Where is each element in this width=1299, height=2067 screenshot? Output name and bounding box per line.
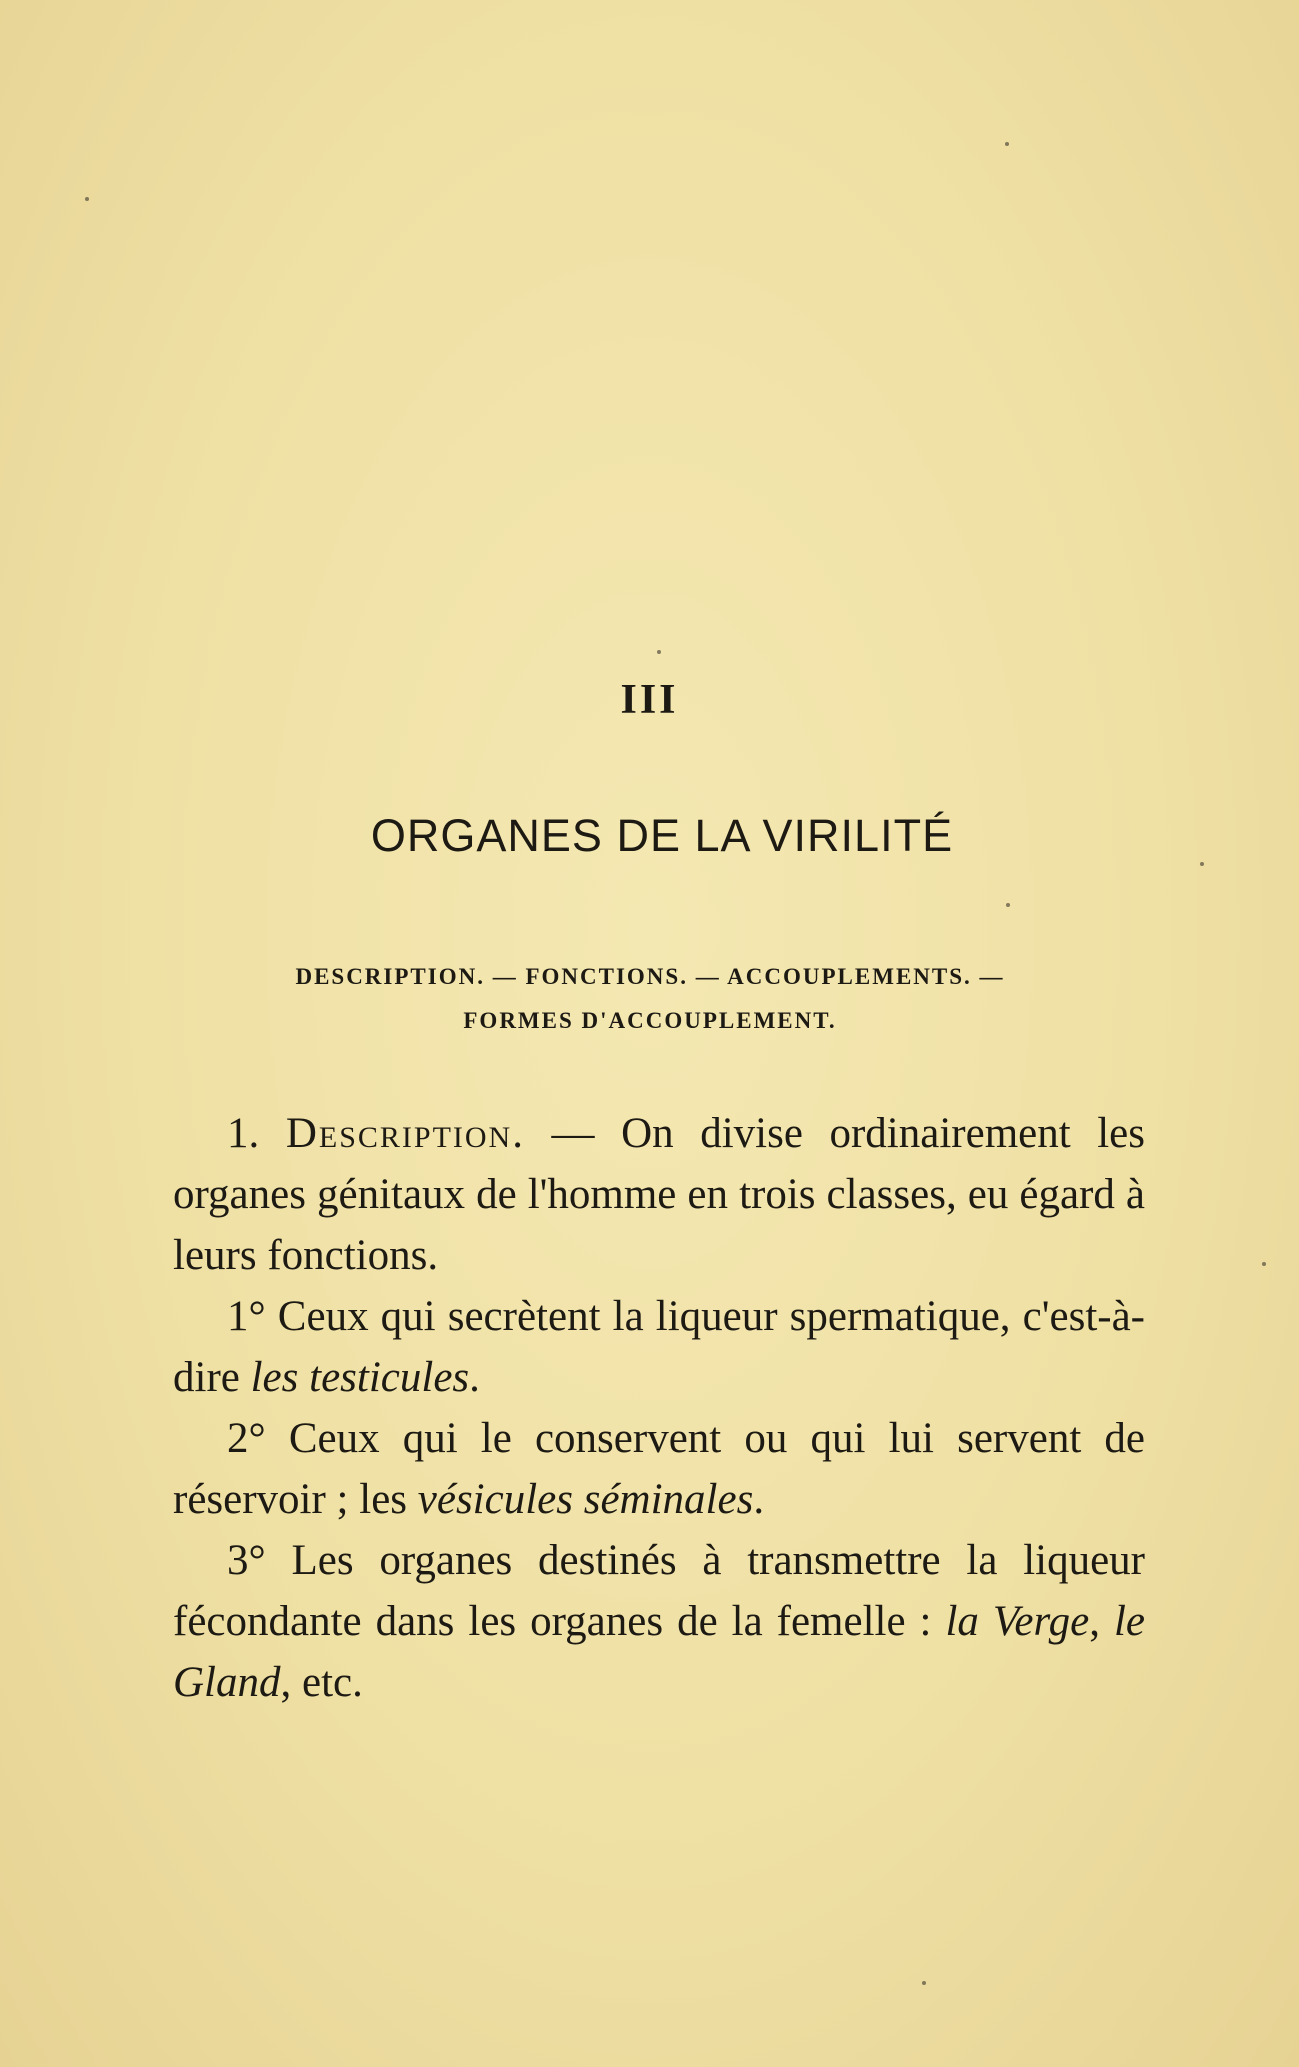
chapter-number: III — [620, 677, 679, 723]
punctuation: , — [1089, 1598, 1114, 1645]
ink-speck — [85, 197, 89, 201]
chapter-title: ORGANES DE LA VIRILITÉ — [370, 810, 954, 861]
ink-speck — [1200, 862, 1204, 866]
punctuation: . — [469, 1354, 480, 1401]
paragraph-text: — On divise ordinairement les organes génitaux de l'homme en trois classes, eu égard à leurs fonctions. — [173, 1110, 1145, 1279]
italic-term: le Gland — [173, 1598, 1146, 1706]
ink-speck — [657, 650, 661, 654]
paragraph-description — [173, 1103, 1145, 1286]
paragraph-text: 2° Ceux qui le conservent ou qui lui servent de réservoir ; les — [173, 1415, 1145, 1523]
summary-line: FORMES D'ACCOUPLEMENT. — [463, 1008, 837, 1033]
paragraph-item-1 — [173, 1286, 1145, 1408]
punctuation: . — [753, 1476, 765, 1523]
summary-line: DESCRIPTION. — FONCTIONS. — ACCOUPLEMENTS. — — [295, 964, 1005, 989]
chapter-summary — [200, 955, 1100, 1043]
punctuation: , etc. — [280, 1659, 363, 1706]
section-heading: Description. — [285, 1110, 525, 1157]
body-text — [173, 1103, 1145, 1713]
ink-speck — [1006, 903, 1010, 907]
italic-term: la Verge — [945, 1598, 1090, 1645]
paragraph-text: 1° Ceux qui secrètent la liqueur spermatique, c'est-à-dire — [173, 1293, 1145, 1401]
ink-speck — [1262, 1262, 1266, 1266]
italic-term: vésicules séminales — [417, 1476, 754, 1523]
paragraph-item-2 — [173, 1408, 1145, 1530]
ink-speck — [1005, 142, 1009, 146]
paragraph-text: 3° Les organes destinés à transmettre la liqueur fécondante dans les organes de la femelle : — [173, 1537, 1145, 1645]
paragraph-item-3 — [173, 1530, 1145, 1713]
ink-speck — [922, 1981, 926, 1985]
italic-term: les testicules — [250, 1354, 470, 1401]
section-number: 1. — [227, 1110, 260, 1157]
